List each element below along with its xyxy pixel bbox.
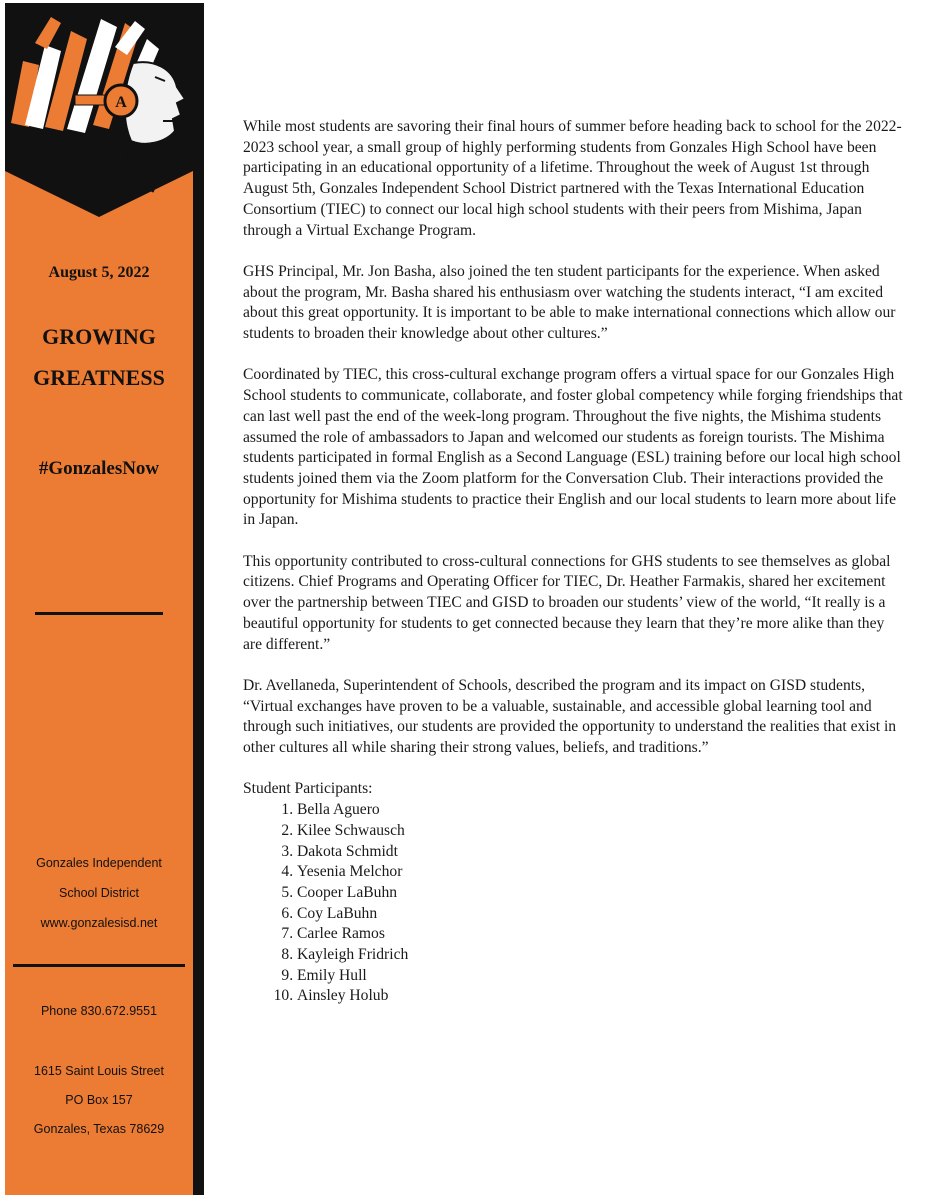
- tagline-line-1: GROWING: [42, 324, 156, 349]
- website-link[interactable]: www.gonzalesisd.net: [40, 916, 158, 930]
- paragraph: GHS Principal, Mr. Jon Basha, also joined the ten student participants for the experience. When asked about the program, Mr. Basha shared his enthusiasm over watching the students interact, “I am excited about this great opportunity. It is important to be able to make international connections which allow our students to broaden their knowledge about other cultures.”: [243, 262, 896, 343]
- paragraph: While most students are savoring their final hours of summer before heading back to school for the 2022-2023 school year, a small group of highly performing students from Gonzales High School have been participating in an educational opportunity of a lifetime. Throughout the week of August 1st through August 5th, Gonzales Independent School District partnered with the Texas International Education Consortium (TIEC) to connect our local high school students with their peers from Mishima, Japan through a Virtual Exchange Program.: [243, 118, 902, 239]
- participant-list: [243, 800, 903, 1007]
- chief-headdress-icon: [5, 3, 193, 258]
- tagline-line-2: GREATNESS: [33, 365, 165, 390]
- paragraph: Coordinated by TIEC, this cross-cultural exchange program offers a virtual space for our Gonzales High School students to communicate, collaborate, and foster global competency while forging friendships that can last well past the end of the week-long program. Throughout the five nights, the Mishima students assumed the role of ambassadors to Japan and welcomed our students as foreign tourists. The Mishima students participated in formal English as a Second Language (ESL) training before our local high school students joined them via the Zoom platform for the Conversation Club. Their interactions provided the opportunity for Mishima students to practice their English and our local students to learn more about life in Japan.: [243, 366, 903, 529]
- divider: [13, 964, 185, 967]
- list-item: 5. Cooper LaBuhn: [297, 883, 903, 904]
- paragraph: This opportunity contributed to cross-cultural connections for GHS students to see themselves as global citizens. Chief Programs and Operating Officer for TIEC, Dr. Heather Farmakis, shared her excitement over the partnership between TIEC and GISD to broaden our students’ view of the world, “It really is a beautiful opportunity for students to get connected because they learn that they’re more alike than they are different.”: [243, 552, 891, 653]
- participants-title: Student Participants:: [243, 780, 373, 798]
- list-item: 1. Bella Aguero: [297, 800, 903, 821]
- divider: [35, 612, 163, 615]
- list-item: 2. Kilee Schwausch: [297, 821, 903, 842]
- list-item: 3. Dakota Schmidt: [297, 842, 903, 863]
- sidebar-edge: [193, 3, 204, 1195]
- paragraph: Dr. Avellaneda, Superintendent of Schools, described the program and its impact on GISD students, “Virtual exchanges have proven to be a valuable, sustainable, and accessible global learning tool and through such initiatives, our students are provided the opportunity to understand the realities that exist in other cultures all while sharing their strong values, beliefs, and traditions.”: [243, 676, 897, 757]
- list-item: 8. Kayleigh Fridrich: [297, 945, 903, 966]
- district-name-line-2: School District: [59, 886, 139, 900]
- date: August 5, 2022: [48, 264, 150, 281]
- address-line-2: PO Box 157: [65, 1093, 133, 1107]
- hashtag: #GonzalesNow: [38, 458, 160, 479]
- list-item: 9. Emily Hull: [297, 966, 903, 987]
- logo-letter: A: [115, 94, 127, 111]
- list-item: 10. Ainsley Holub: [297, 986, 903, 1007]
- district-name-line-1: Gonzales Independent: [36, 856, 162, 870]
- address-line-1: 1615 Saint Louis Street: [34, 1064, 164, 1078]
- article-body: [243, 117, 903, 1007]
- phone-number: Phone 830.672.9551: [40, 1004, 158, 1018]
- list-item: 4. Yesenia Melchor: [297, 862, 903, 883]
- list-item: 7. Carlee Ramos: [297, 924, 903, 945]
- school-logo: [5, 3, 193, 258]
- sidebar: [5, 3, 193, 1195]
- list-item: 6. Coy LaBuhn: [297, 904, 903, 925]
- address-line-3: Gonzales, Texas 78629: [33, 1122, 165, 1136]
